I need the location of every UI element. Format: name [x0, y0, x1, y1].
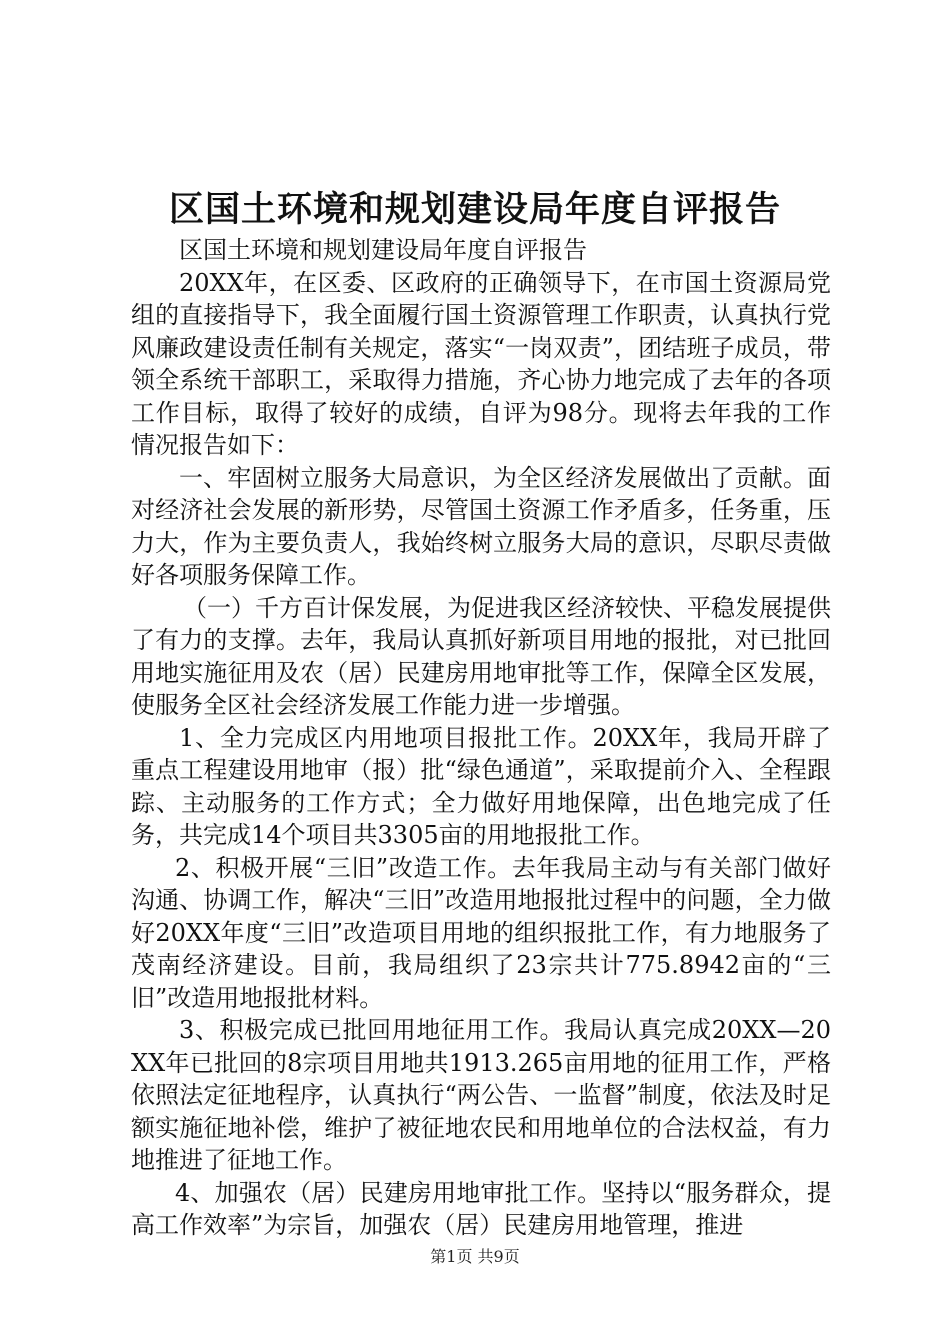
document-body	[131, 234, 831, 1242]
paragraph-intro: 20XX年，在区委、区政府的正确领导下，在市国土资源局党组的直接指导下，我全面履行国土资源管理工作职责，认真执行党风廉政建设责任制有关规定，落实“一岗双责”，团结班子成员，带领全系统干部职工，采取得力措施，齐心协力地完成了去年的各项工作目标，取得了较好的成绩，自评为98分。现将去年我的工作情况报告如下：	[131, 268, 831, 459]
document-title: 区国土环境和规划建设局年度自评报告	[168, 189, 781, 230]
paragraph-subtitle: 区国土环境和规划建设局年度自评报告	[179, 236, 587, 264]
paragraph-item-2: 2、积极开展“三旧”改造工作。去年我局主动与有关部门做好沟通、协调工作，解决“三旧”改造用地报批过程中的问题，全力做好20XX年度“三旧”改造项目用地的组织报批工作，有力地服务了茂南经济建设。目前，我局组织了23宗共计775.8942亩的“三旧”改造用地报批材料。	[131, 853, 831, 1012]
paragraph-subsection-1: （一）千方百计保发展，为促进我区经济较快、平稳发展提供了有力的支撑。去年，我局认真抓好新项目用地的报批，对已批回用地实施征用及农（居）民建房用地审批等工作，保障全区发展，使服务全区社会经济发展工作能力进一步增强。	[131, 593, 831, 719]
page-number-footer: 第1页 共9页	[430, 1247, 520, 1266]
paragraph-item-4: 4、加强农（居）民建房用地审批工作。坚持以“服务群众，提高工作效率”为宗旨，加强农（居）民建房用地管理，推进	[131, 1178, 831, 1239]
paragraph-section-1: 一、牢固树立服务大局意识，为全区经济发展做出了贡献。面对经济社会发展的新形势，尽管国土资源工作矛盾多，任务重，压力大，作为主要负责人，我始终树立服务大局的意识，尽职尽责做好各项服务保障工作。	[131, 463, 831, 589]
paragraph-item-3: 3、积极完成已批回用地征用工作。我局认真完成20XX—20XX年已批回的8宗项目用地共1913.265亩用地的征用工作，严格依照法定征地程序，认真执行“两公告、一监督”制度，依法及时足额实施征地补偿，维护了被征地农民和用地单位的合法权益，有力地推进了征地工作。	[131, 1016, 831, 1174]
paragraph-item-1: 1、全力完成区内用地项目报批工作。20XX年，我局开辟了重点工程建设用地审（报）批“绿色通道”，采取提前介入、全程跟踪、主动服务的工作方式；全力做好用地保障，出色地完成了任务，共完成14个项目共3305亩的用地报批工作。	[131, 723, 831, 849]
